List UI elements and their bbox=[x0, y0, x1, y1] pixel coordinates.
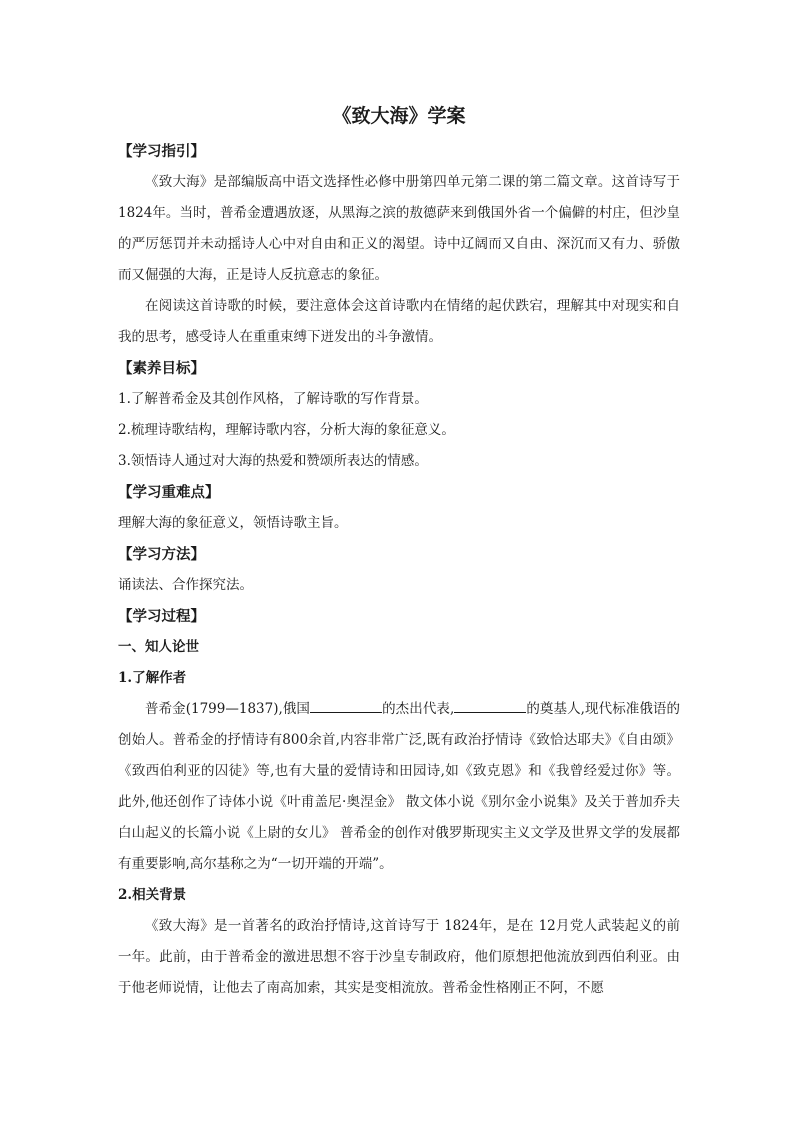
author-text-b: 的杰出代表, bbox=[382, 701, 455, 717]
author-paragraph bbox=[118, 694, 680, 880]
process-part-1: 一、知人论世 bbox=[118, 639, 199, 655]
process-sub-1: 1.了解作者 bbox=[118, 670, 187, 686]
section-heading-guide: 【学习指引】 bbox=[118, 143, 205, 160]
section-heading-process: 【学习过程】 bbox=[118, 608, 205, 625]
document-page bbox=[118, 100, 680, 1004]
background-paragraph: 《致大海》是一首著名的政治抒情诗,这首诗写于 1824年，是在 12月党人武装起义的前一年。此前，由于普希金的激进思想不容于沙皇专制政府，他们原想把他流放到西伯利亚。由于他老师说情，让他去了南高加索，其实是变相流放。普希金性格刚正不阿，不愿 bbox=[118, 918, 680, 996]
guide-paragraph-2: 在阅读这首诗歌的时候，要注意体会这首诗歌内在情绪的起伏跌宕，理解其中对现实和自我的思考，感受诗人在重重束缚下迸发出的斗争激情。 bbox=[118, 298, 680, 345]
document-title: 《致大海》学案 bbox=[332, 105, 466, 127]
goal-item-3: 3.领悟诗人通过对大海的热爱和赞颂所表达的情感。 bbox=[118, 453, 428, 469]
fill-blank-2[interactable] bbox=[454, 698, 526, 713]
process-sub-2: 2.相关背景 bbox=[118, 887, 187, 903]
methods-text: 诵读法、合作探究法。 bbox=[118, 577, 253, 593]
keypoints-text: 理解大海的象征意义，领悟诗歌主旨。 bbox=[118, 515, 348, 531]
section-heading-methods: 【学习方法】 bbox=[118, 546, 205, 563]
goal-item-2: 2.梳理诗歌结构，理解诗歌内容，分析大海的象征意义。 bbox=[118, 422, 455, 438]
fill-blank-1[interactable] bbox=[310, 698, 382, 713]
author-text-a: 普希金(1799—1837),俄国 bbox=[145, 701, 311, 717]
section-heading-goals: 【素养目标】 bbox=[118, 360, 205, 377]
author-text-c: 的奠基人,现代标准俄语的创始人。普希金的抒情诗有800余首,内容非常广泛,既有政治抒情诗《致恰达耶夫》《自由颂》《致西伯利亚的囚徒》等,也有大量的爱情诗和田园诗,如《致克恩》和《我曾经爱过你》等。此外,他还创作了诗体小说《叶甫盖尼·奥涅金》 散文体小说《别尔金小说集》及关于普加乔夫白山起义的长篇小说《上尉的女儿》 普希金的创作对俄罗斯现实主义文学及世界文学的发展都有重要影响,高尔基称之为“一切开端的开端”。 bbox=[118, 701, 681, 872]
goal-item-1: 1.了解普希金及其创作风格，了解诗歌的写作背景。 bbox=[118, 391, 428, 407]
section-heading-keypoints: 【学习重难点】 bbox=[118, 484, 220, 501]
guide-paragraph-1: 《致大海》是部编版高中语文选择性必修中册第四单元第二课的第二篇文章。这首诗写于 1824年。当时，普希金遭遇放逐，从黑海之滨的敖德萨来到俄国外省一个偏僻的村庄，但沙皇的严厉惩罚并未动摇诗人心中对自由和正义的渴望。诗中辽阔而又自由、深沉而又有力、骄傲而又倔强的大海，正是诗人反抗意志的象征。 bbox=[118, 174, 680, 283]
